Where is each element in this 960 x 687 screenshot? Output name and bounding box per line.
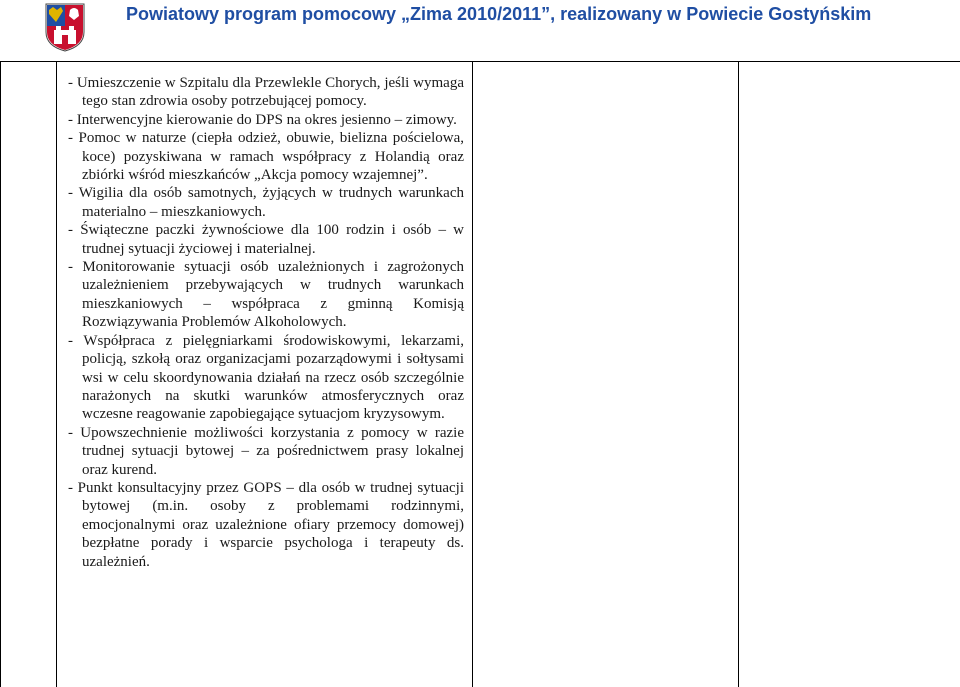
table-top-border: [0, 61, 960, 62]
table-column-divider: [472, 61, 473, 687]
page-header: [0, 0, 960, 56]
table-left-border: [0, 61, 1, 687]
table-column-divider: [738, 61, 739, 687]
list-item: - Pomoc w naturze (ciepła odzież, obuwie, bielizna pościelowa, koce) pozyskiwana w ramach współpracy z Holandią oraz zbiórki wśród mieszkańców „Akcja pomocy wzajemnej”.: [68, 130, 464, 184]
list-item: - Wigilia dla osób samotnych, żyjących w trudnych warunkach materialno – mieszkaniowych.: [68, 185, 464, 220]
list-item: - Upowszechnienie możliwości korzystania z pomocy w razie trudnej sytuacji bytowej – za pośrednictwem prasy lokalnej oraz kurend.: [68, 424, 464, 478]
list-item: - Świąteczne paczki żywnościowe dla 100 rodzin i osób – w trudnej sytuacji życiowej i materialnej.: [68, 222, 464, 257]
list-item: - Umieszczenie w Szpitalu dla Przewlekle Chorych, jeśli wymaga tego stan zdrowia osoby potrzebującej pomocy.: [68, 75, 464, 110]
page-title: Powiatowy program pomocowy „Zima 2010/2011”, realizowany w Powiecie Gostyńskim: [126, 4, 872, 24]
list-item: - Punkt konsultacyjny przez GOPS – dla osób w trudnej sytuacji bytowej (m.in. osoby z problemami rodzinnymi, emocjonalnymi oraz uzależnione ofiary przemocy domowej) bezpłatne porady i wsparcie psychologa i terapeuty ds. uzależnień.: [68, 479, 464, 570]
coat-of-arms-icon: [44, 2, 86, 52]
list-item: - Interwencyjne kierowanie do DPS na okres jesienno – zimowy.: [68, 111, 457, 128]
table-cell-actions: [68, 74, 464, 571]
list-item: - Monitorowanie sytuacji osób uzależnionych i zagrożonych uzależnieniem przebywających w trudnych warunkach mieszkaniowych – współpraca z gminną Komisją Rozwiązywania Problemów Alkoholowych.: [68, 259, 464, 331]
list-item: - Współpraca z pielęgniarkami środowiskowymi, lekarzami, policją, szkołą oraz organizacjami pozarządowymi i sołtysami wsi w celu skoordynowania działań na rzecz osób szczególnie narażonych na skutki warunków atmosferycznych oraz wczesne reagowanie zapobiegające sytuacjom kryzysowym.: [68, 332, 464, 423]
table-column-divider: [56, 61, 57, 687]
